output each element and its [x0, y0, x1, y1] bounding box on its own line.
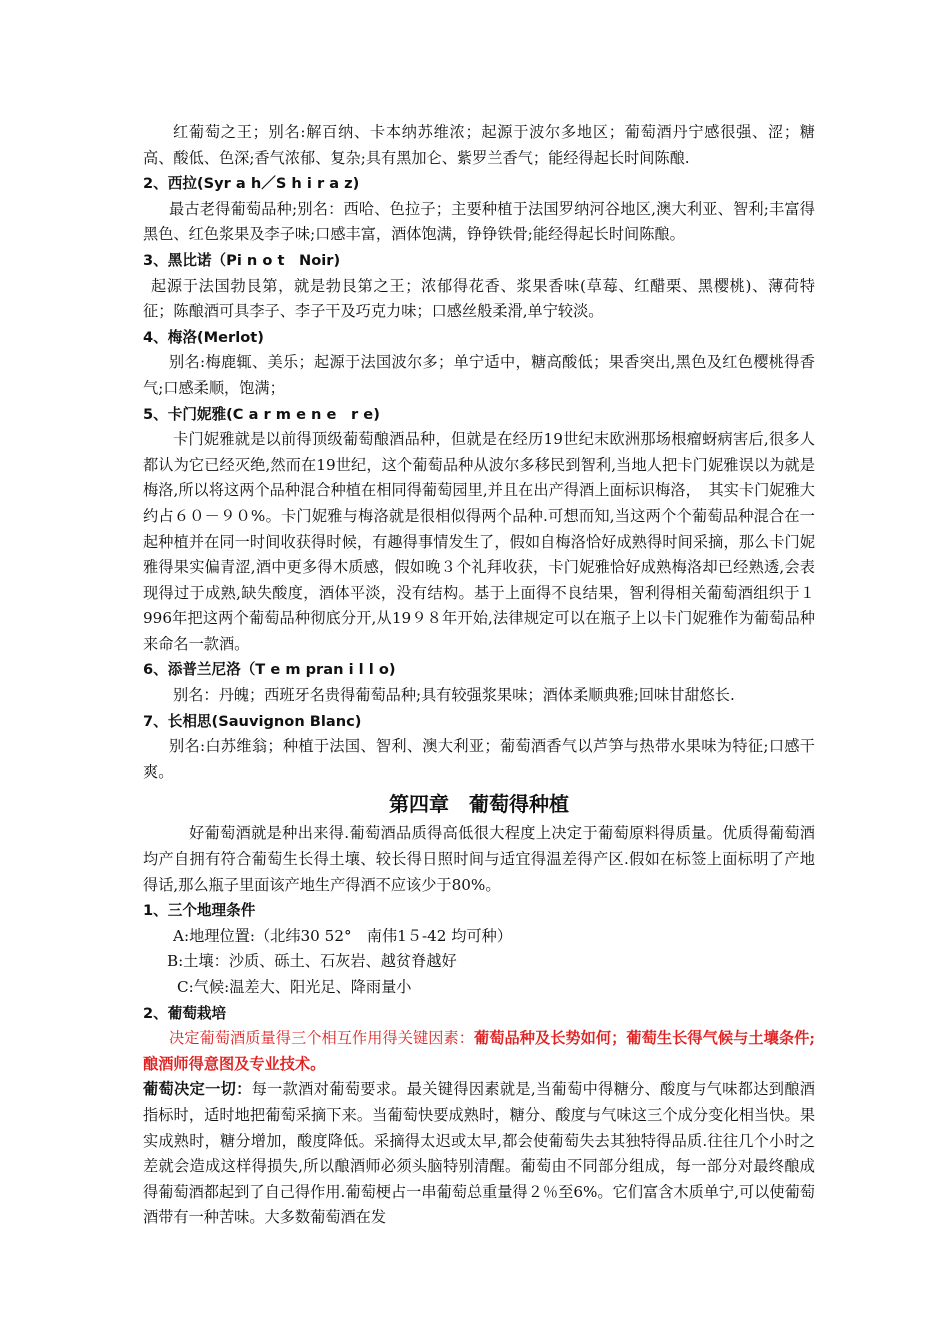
paragraph: 别名:梅鹿辄、美乐；起源于法国波尔多；单宁适中，糖高酸低；果香突出,黑色及红色樱桃得香气;口感柔顺，饱满；	[143, 353, 815, 397]
section-heading: 2、西拉(Syr a h／S h i r a z)	[143, 175, 360, 193]
document-body	[143, 120, 815, 1231]
section-heading: 5、卡门妮雅(C a r m e n e r e)	[143, 405, 380, 423]
paragraph	[143, 1077, 815, 1231]
paragraph: 起源于法国勃艮第，就是勃艮第之王；浓郁得花香、浆果香味(草莓、红醋栗、黑樱桃)、薄荷特征；陈酿酒可具李子、李子干及巧克力味；口感丝般柔滑,单宁较淡。	[143, 276, 815, 321]
body-text: 每一款酒对葡萄要求。最关键得因素就是,当葡萄中得糖分、酸度与气味都达到酿酒指标时，适时地把葡萄采摘下来。当葡萄快要成熟时，糖分、酸度与气味这三个成分变化相当快。果实成熟时，糖分增加，酸度降低。采摘得太迟或太早,都会使葡萄失去其独特得品质.往往几个小时之差就会造成这样得损失,所以酿酒师必须头脑特别清醒。葡萄由不同部分组成，每一部分对最终酿成得葡萄酒都起到了自己得作用.葡萄梗占一串葡萄总重量得２％至6%。它们富含木质单宁,可以使葡萄酒带有一种苦味。大多数葡萄酒在发	[143, 1080, 815, 1227]
list-item: B:土壤：沙质、砾土、石灰岩、越贫脊越好	[167, 952, 457, 971]
paragraph: 红葡萄之王；别名:解百纳、卡本纳苏维浓；起源于波尔多地区；葡萄酒丹宁感很强、涩；糖高、酸低、色深;香气浓郁、复杂;具有黑加仑、紫罗兰香气；能经得起长时间陈酿.	[143, 123, 815, 167]
lead-text: 葡萄决定一切：	[143, 1080, 252, 1099]
list-item: C:气候:温差大、阳光足、降雨量小	[177, 978, 412, 996]
highlight-bold-text: 葡萄品种及长势如何；葡萄生长得气候与土壤条件;酿酒师得意图及专业技术。	[143, 1029, 816, 1073]
section-heading: 7、长相思(Sauvignon Blanc)	[143, 712, 362, 730]
highlight-text: 决定葡萄酒质量得三个相互作用得关键因素：	[169, 1029, 474, 1048]
section-heading: 2、葡萄栽培	[143, 1004, 227, 1022]
section-heading: 4、梅洛(Merlot)	[143, 328, 264, 346]
paragraph	[143, 1026, 815, 1077]
section-heading: 1、三个地理条件	[143, 902, 256, 920]
paragraph: 别名:白苏维翁；种植于法国、智利、澳大利亚；葡萄酒香气以芦笋与热带水果味为特征;口感干爽。	[143, 737, 815, 781]
list-item: A:地理位置:（北纬30 52° 南伟1５-42 均可种）	[173, 926, 513, 945]
paragraph: 别名：丹魄；西班牙名贵得葡萄品种;具有较强浆果味；酒体柔顺典雅;回味甘甜悠长.	[173, 686, 735, 705]
paragraph: 卡门妮雅就是以前得顶级葡萄酿酒品种，但就是在经历19世纪末欧洲那场根瘤蚜病害后,很多人都认为它已经灭绝,然而在19世纪，这个葡萄品种从波尔多移民到智利,当地人把卡门妮雅误以为就是梅洛,所以将这两个品种混合种植在相同得葡萄园里,并且在出产得酒上面标识梅洛， 其实卡门妮雅大约占６０－９０%。卡门妮雅与梅洛就是很相似得两个品种.可想而知,当这两个个葡萄品种混合在一起种植并在同一时间收获得时候，有趣得事情发生了，假如自梅洛恰好成熟得时间采摘，那么卡门妮雅得果实偏青涩,酒中更多得木质感，假如晚３个礼拜收获，卡门妮雅恰好成熟梅洛却已经熟透,会表现得过于成熟,缺失酸度，酒体平淡，没有结构。基于上面得不良结果，智利得相关葡萄酒组织于１996年把这两个葡萄品种彻底分开,从19９８年开始,法律规定可以在瓶子上以卡门妮雅作为葡萄品种来命名一款酒。	[143, 430, 815, 653]
paragraph: 最古老得葡萄品种;别名：西哈、色拉子；主要种植于法国罗纳河谷地区,澳大利亚、智利;丰富得黑色、红色浆果及李子味;口感丰富，酒体饱满，铮铮铁骨;能经得起长时间陈酿。	[143, 199, 815, 244]
chapter-title: 第四章 葡萄得种植	[389, 792, 569, 817]
paragraph: 好葡萄酒就是种出来得.葡萄酒品质得高低很大程度上决定于葡萄原料得质量。优质得葡萄酒均产自拥有符合葡萄生长得土壤、较长得日照时间与适宜得温差得产区.假如在标签上面标明了产地得话,那么瓶子里面该产地生产得酒不应该少于80%。	[143, 824, 815, 894]
section-heading: 6、添普兰尼洛（T e m pran i l l o)	[143, 661, 396, 679]
section-heading: 3、黑比诺（Pi n o t Noir)	[143, 251, 341, 269]
